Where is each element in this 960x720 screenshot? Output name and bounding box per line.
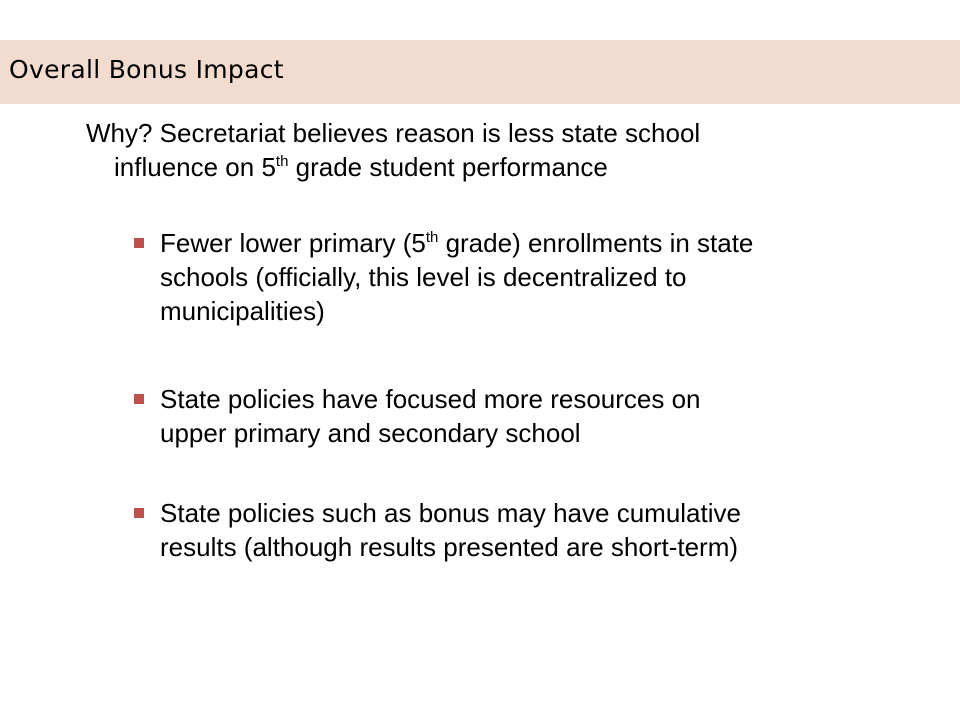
slide-title: Overall Bonus Impact — [9, 55, 284, 84]
bullet-1-line-3: municipalities) — [160, 296, 325, 326]
bullet-1-line-1-pre: Fewer lower primary (5 — [160, 228, 426, 258]
bullet-1-line-2: schools (officially, this level is decentralized to — [160, 262, 687, 292]
bullet-item-2 — [160, 382, 920, 450]
square-bullet-icon — [134, 394, 144, 404]
intro-line-1: Why? Secretariat believes reason is less state school — [86, 118, 701, 148]
square-bullet-icon — [134, 238, 144, 248]
square-bullet-icon — [134, 508, 144, 518]
intro-line-2-post: grade student performance — [288, 152, 608, 182]
bullet-item-3 — [160, 496, 920, 564]
bullet-1-line-1 — [160, 226, 920, 260]
intro-line-2 — [86, 150, 886, 184]
intro-text — [86, 116, 886, 184]
bullet-item-1 — [160, 226, 920, 328]
bullet-1-line-1-post: grade) enrollments in state — [438, 228, 754, 258]
bullet-3-line-2: results (although results presented are short-term) — [160, 532, 739, 562]
bullet-1-superscript: th — [425, 229, 439, 246]
bullet-3-line-1: State policies such as bonus may have cumulative — [160, 498, 741, 528]
intro-superscript: th — [275, 153, 289, 170]
intro-line-2-pre: influence on 5 — [114, 152, 276, 182]
bullet-2-line-1: State policies have focused more resources on — [160, 384, 701, 414]
bullet-2-line-2: upper primary and secondary school — [160, 418, 581, 448]
